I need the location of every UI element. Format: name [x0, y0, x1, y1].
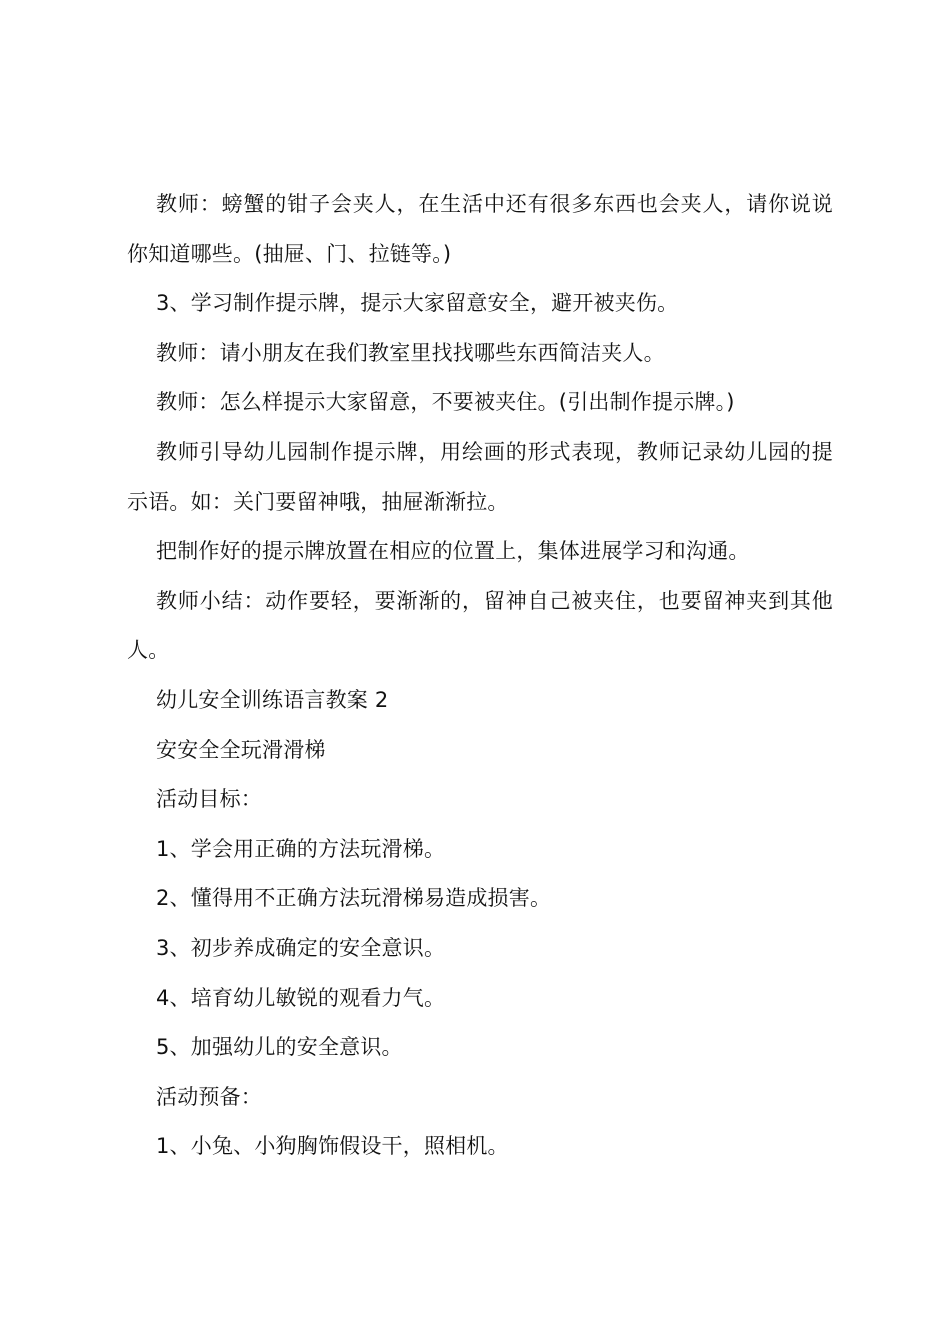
goal-item-3: 3、初步养成确定的安全意识。 — [156, 935, 446, 960]
paragraph-place-signs: 把制作好的提示牌放置在相应的位置上，集体进展学习和沟通。 — [156, 539, 750, 564]
goals-heading: 活动目标： — [156, 787, 262, 812]
section-title: 幼儿安全训练语言教案 2 — [156, 687, 389, 712]
document-page — [127, 180, 833, 1172]
goal-item-1: 1、学会用正确的方法玩滑梯。 — [156, 836, 446, 861]
paragraph-teacher-guide: 教师引导幼儿园制作提示牌，用绘画的形式表现，教师记录幼儿园的提示语。如：关门要留神哦，抽屉渐渐拉。 — [127, 439, 833, 514]
paragraph-teacher-summary: 教师小结：动作要轻，要渐渐的，留神自己被夹住，也要留神夹到其他人。 — [127, 588, 833, 663]
paragraph-teacher-find: 教师：请小朋友在我们教室里找找哪些东西简洁夹人。 — [156, 340, 665, 365]
activity-title: 安安全全玩滑滑梯 — [156, 737, 326, 762]
preparation-item-1: 1、小兔、小狗胸饰假设干，照相机。 — [156, 1134, 509, 1159]
goal-item-5: 5、加强幼儿的安全意识。 — [156, 1035, 403, 1060]
paragraph-teacher-question: 教师：螃蟹的钳子会夹人，在生活中还有很多东西也会夹人，请你说说你知道哪些。(抽屉、门、拉链等。) — [127, 192, 833, 266]
goal-item-4: 4、培育幼儿敏锐的观看力气。 — [156, 985, 446, 1010]
paragraph-teacher-remind: 教师：怎么样提示大家留意，不要被夹住。(引出制作提示牌。) — [156, 390, 735, 415]
goal-item-2: 2、懂得用不正确方法玩滑梯易造成损害。 — [156, 886, 552, 911]
preparation-heading: 活动预备： — [156, 1084, 262, 1109]
paragraph-step-3: 3、学习制作提示牌，提示大家留意安全，避开被夹伤。 — [156, 291, 679, 316]
